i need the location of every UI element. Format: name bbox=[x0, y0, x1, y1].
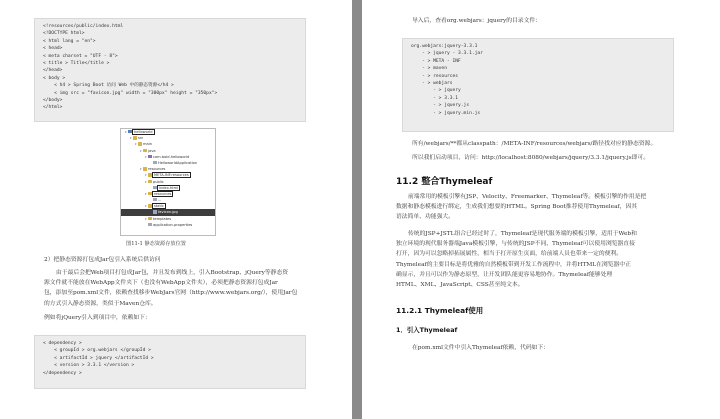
section-paragraph-1 bbox=[396, 192, 712, 223]
jar-tree-code-line: - > jquery.min.js bbox=[411, 110, 481, 116]
section-paragraph-2-line: HTML、XML、JavaScript、CSS甚至纯文本。 bbox=[396, 282, 524, 289]
html-code-line: <!resources/public/index.html bbox=[43, 24, 124, 29]
left-page bbox=[0, 0, 352, 419]
project-icon bbox=[128, 130, 132, 133]
tree-item-label: helloworld bbox=[134, 130, 153, 134]
tree-item-label: templates bbox=[153, 216, 172, 221]
expand-arrow-icon[interactable]: ▾ bbox=[135, 142, 137, 147]
expand-arrow-icon[interactable]: ▾ bbox=[130, 136, 132, 141]
figure-caption: 图11-1 静态资源存放位置 bbox=[126, 241, 186, 247]
jar-tree-code-line: - > jquery - 3.3.1.jar bbox=[411, 51, 483, 57]
left-paragraph-1-line: 由于最后会把Web项目打包成Jar包，并且发布到线上，引入Bootstrap、jQuery等静态资 bbox=[56, 270, 289, 276]
tree-item-label: application.properties bbox=[153, 222, 193, 227]
folder-icon bbox=[143, 167, 147, 170]
html-code-line: < head> bbox=[43, 46, 63, 52]
tree-item-label: static bbox=[154, 204, 164, 209]
right-intro: 导入后，查看org.webjars：jquery的目录文件： bbox=[412, 18, 541, 24]
section-paragraph-2-line: Thymeleaf的主要目标是将优雅的自然模板带到开发工作流程中，并将HTML在浏览器中正 bbox=[396, 261, 631, 268]
html-code-line: < title > Title</title > bbox=[43, 61, 110, 67]
section-title: 11.2 整合Thymeleaf bbox=[396, 177, 493, 187]
jar-tree-code-line: - > 3.3.1 bbox=[411, 95, 459, 101]
package-icon bbox=[148, 155, 152, 158]
jar-tree-code-line: - > META - INF bbox=[411, 58, 461, 64]
dependency-code-line: < groupId > org.webjars </groupId > bbox=[43, 348, 151, 354]
expand-arrow-icon[interactable]: ▾ bbox=[145, 154, 147, 159]
tree-item[interactable] bbox=[121, 222, 215, 228]
section-paragraph-1-line: 语法简单、功能强大。 bbox=[396, 214, 454, 221]
html-code-line: </body> bbox=[43, 98, 63, 104]
left-paragraph-1-line: 包，添加至pom.xml文件，依赖查找移步WebJars官网（http://www.webjars.org/），使用Jar包 bbox=[44, 290, 298, 297]
dependency-code-line: < version > 3.3.1 </version > bbox=[43, 363, 135, 369]
html-code-line: </head> bbox=[43, 68, 63, 74]
right-paragraph-a: 所有/webjars/**都从classpath：/META-INF/resources/webjars/路径找对应的静态资源。 bbox=[412, 141, 657, 147]
section-heading-2: 2）把静态资源打包成Jar包引入系统后供访问 bbox=[44, 257, 161, 263]
tree-item-label: resources bbox=[148, 167, 166, 172]
tree-item-label: HelloworldApplication bbox=[158, 160, 198, 165]
expand-arrow-icon[interactable]: ▾ bbox=[145, 191, 147, 196]
html-code-line: </html> bbox=[43, 105, 63, 111]
folder-icon bbox=[138, 142, 142, 145]
left-paragraph-1-line: 源文件就不能放在WebApp文件夹下（也没有WebApp文件夹），必须把静态资源打包成Jar bbox=[44, 280, 278, 287]
section-paragraph-2-line: 打开，因为可以忽略掉拓展属性，相当于打开原生页面，给前端人员也带来一定的便利。 bbox=[396, 251, 623, 258]
folder-icon bbox=[148, 192, 152, 195]
right-paragraph-b: 所以我们启动项目，访问：http://localhost:8080/webjars/jquery/3.3.1/jquery.js即可。 bbox=[412, 155, 649, 161]
jar-tree-code-line: - > resources bbox=[411, 73, 459, 79]
html-code-line: < img src = "favicon.jpg" width = "300px" height = "350px"> bbox=[43, 90, 218, 96]
section-paragraph-2-line: 独立环境的现代服务器端Java模板引擎，与传统的JSP不同，Thymeleaf可以使用浏览器直接 bbox=[396, 241, 635, 248]
jar-tree-code-line: - > jquery bbox=[411, 88, 461, 94]
html-code-line: < html lang = "en"> bbox=[43, 38, 96, 44]
expand-arrow-icon[interactable]: ▾ bbox=[125, 130, 127, 134]
file-icon bbox=[153, 186, 157, 189]
tree-item-label: java bbox=[148, 148, 156, 153]
file-icon bbox=[153, 161, 157, 164]
left-paragraph-2: 例如将jQuery引入到项目中，依赖如下： bbox=[44, 315, 151, 321]
section-paragraph-1-line: 前端常用的模板引擎有JSP、Velocity、Freemarker、Thymeleaf等。模板引擎的作用是把 bbox=[408, 194, 647, 200]
item-title: 1．引入Thymeleaf bbox=[396, 326, 458, 334]
tree-item-label: favicon.jpg bbox=[158, 210, 178, 215]
section-paragraph-2-line: 确显示，并且可以作为静态原型，让开发团队能更容易地协作。Thymeleaf能够处理 bbox=[396, 271, 613, 278]
html-code-line: < body > bbox=[43, 75, 66, 81]
right-page bbox=[362, 0, 720, 419]
section-paragraph-2-line: 传统的JSP+JSTL组合已经过时了，Thymeleaf是现代服务端的模板引擎，适用于Web和 bbox=[408, 231, 637, 237]
dependency-code-line: </dependency > bbox=[43, 370, 82, 376]
project-tree-figure bbox=[120, 128, 216, 236]
item-paragraph: 在pom.xml文件中引入Thymeleaf依赖，代码如下： bbox=[412, 345, 550, 351]
html-code-line: < h4 > Spring Boot 访问 Web 中的静态资源</h4 > bbox=[43, 83, 174, 89]
expand-arrow-icon[interactable]: ▾ bbox=[140, 167, 142, 172]
expand-arrow-icon[interactable]: ▾ bbox=[140, 148, 142, 153]
dependency-code-line: < artifactId > jquery </artifactId > bbox=[43, 355, 154, 361]
html-code-block bbox=[34, 18, 306, 122]
jar-tree-code-line: org.webjars:jquery-3.3.1 bbox=[411, 44, 478, 49]
expand-arrow-icon[interactable]: ▾ bbox=[145, 179, 147, 184]
expand-arrow-icon[interactable]: ▾ bbox=[145, 216, 147, 221]
tree-item-label: main bbox=[143, 142, 152, 147]
jar-tree-code-line: - > webjars bbox=[411, 81, 453, 87]
dependency-code-block bbox=[34, 335, 306, 389]
html-code-line: < meta charset = "UTF - 8"> bbox=[43, 53, 118, 59]
tree-item-label: index.html bbox=[159, 185, 179, 190]
folder-icon bbox=[148, 204, 152, 207]
file-icon bbox=[153, 198, 157, 201]
file-icon bbox=[153, 210, 157, 213]
section-paragraph-1-line: 数据和静态模板进行绑定，生成我们想要的HTML。Spring Boot推荐使用Thymeleaf，因其 bbox=[396, 204, 638, 211]
file-icon bbox=[148, 223, 152, 226]
folder-icon bbox=[143, 149, 147, 152]
expand-arrow-icon[interactable]: ▾ bbox=[145, 204, 147, 209]
tree-item-label: src bbox=[138, 136, 144, 141]
jar-tree-code-line: - > maven bbox=[411, 66, 447, 72]
left-paragraph-1-line: 的方式引入静态资源，类似于Maven仓库。 bbox=[44, 300, 157, 307]
tree-item-label: ... bbox=[158, 198, 162, 203]
html-code-line: <!DOCTYPE html> bbox=[43, 31, 85, 37]
subsection-title: 11.2.1 Thymeleaf使用 bbox=[396, 306, 484, 315]
left-paragraph-1 bbox=[44, 268, 340, 309]
tree-item-label: com.bold.helloworld bbox=[153, 154, 190, 159]
section-paragraph-2 bbox=[396, 229, 712, 290]
folder-icon bbox=[148, 180, 152, 183]
expand-arrow-icon[interactable]: ▾ bbox=[145, 173, 147, 178]
jar-tree-code-block bbox=[402, 38, 674, 132]
tree-item-label: META-INF.resources bbox=[154, 173, 189, 178]
dependency-code-line: < dependency > bbox=[43, 341, 82, 346]
folder-icon bbox=[148, 173, 152, 176]
jar-tree-code-line: - > jquery.js bbox=[411, 103, 470, 109]
tree-item-label: resources bbox=[154, 191, 172, 196]
tree-item-label: public bbox=[153, 179, 164, 184]
folder-icon bbox=[148, 217, 152, 220]
folder-icon bbox=[133, 136, 137, 139]
